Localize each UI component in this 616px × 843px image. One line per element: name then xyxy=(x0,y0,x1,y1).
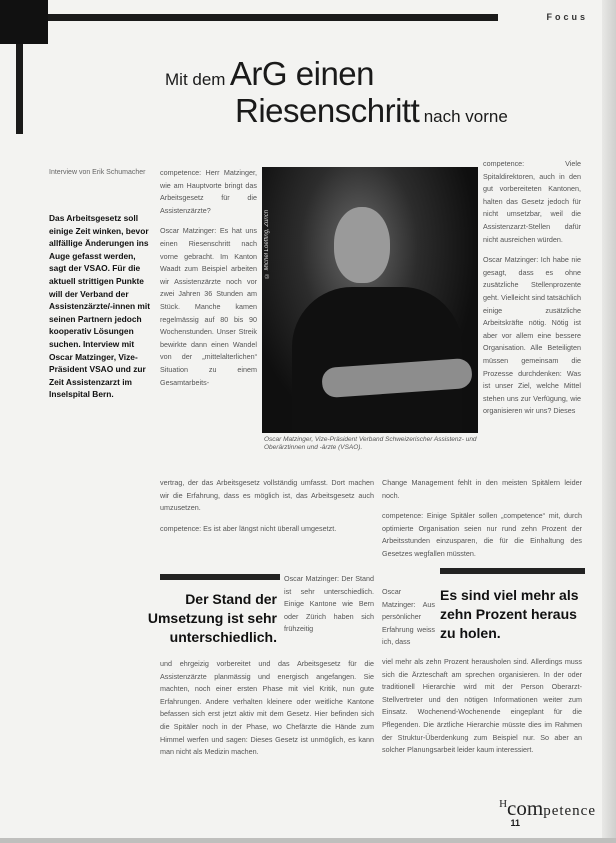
lead-text: Das Arbeitsgesetz soll einige Zeit winken, bevor allfällige Änderungen ins Auge gefasst werden, sagt der VSAO. Für die aktuell strittigen Punkte will der Verband der Assistenzärzte/-innen mit seinen Partnern jedoch kooperativ Lösungen suchen. Interview mit Oscar Matzinger, Vize-Präsident VSAO und zur Zeit Assistenzarzt im Inselspital Bern. xyxy=(49,213,150,400)
corner-block xyxy=(0,0,48,44)
paragraph: competence: Es ist aber längst nicht überall umgesetzt. xyxy=(160,523,337,533)
headline-small-1: Mit dem xyxy=(165,70,226,89)
scan-edge xyxy=(602,0,616,843)
headline-line-1 xyxy=(165,55,374,93)
column-3-bottom: viel mehr als zehn Prozent herausholen sind. Allerdings muss sich die Ärzteschaft am sprechen organisieren. In der oder traditionell Hierarchie wird mit der Person Oberarzt-Stellvertreter und den nötigen Informationen weiter zum Einsatz. Wochenend-Wochenende eingeplant für die Pflegenden. Die ärztliche Hierarchie müsste dies im Rahmen der Struktur-Überdenkung zum Beispiel nur. So aber an solcher Planungsarbeit leider kaum interessiert. xyxy=(382,657,582,755)
headline-line-2 xyxy=(235,92,508,130)
headline-big-1: ArG einen xyxy=(229,55,375,92)
byline: Interview von Erik Schumacher xyxy=(49,169,146,176)
column-2-bottom: und ehrgeizig vorbereitet und das Arbeitsgesetz für die Assistenzärzte planmässig und energisch angefangen. Sie machten, noch einer ersten Phase mit viel Kritik, nun gute Erfahrungen. Andere verhalten kleinere oder weitliche Kantone befassen sich erst jetzt aktiv mit dem Gesetz. Hier befinden sich die Spitäler noch in der Phase, wo Chefärzte die Hände zum Himmel werfen und sagen: Dieses Gesetz ist unmöglich, es kann man nicht als Medizin machen. xyxy=(160,659,374,757)
pullquote-right: Es sind viel mehr als zehn Prozent heraus zu holen. xyxy=(440,587,579,641)
paragraph: competence: Viele Spitaldirektoren, auch in den gut vorbereiteten Kantonen, halten das Gesetz jedoch für nicht umsetzbar, weil die Assistenzarzt-Stellen dafür nicht ausreichen würden. xyxy=(483,159,581,244)
wide-right-block xyxy=(382,477,582,569)
logo-rest: petence xyxy=(543,803,596,819)
paragraph: Change Management fehlt in den meisten Spitälern leider noch. xyxy=(382,478,582,500)
column-2-top xyxy=(160,167,257,397)
paragraph: Oscar Matzinger: Ich habe nie gesagt, dass es ohne zusätzliche Stellenprozente geht. Vielleicht sind tatsächlich einige zusätzliche Arbeitskräfte nötig. Nötig ist aber vor allem eine bessere Organisation. Alle Beteiligten müssen gemeinsam die Prozesse durchdenken: Was ist unser Ziel, welche Mittel stehen uns zur Verfügung, wie organisieren wir uns? Dieses xyxy=(483,255,581,416)
photo-credit: © Michel Loeffing, Zürich xyxy=(264,209,270,278)
paragraph: Oscar Matzinger: Es hat uns einen Riesenschritt nach vorne gebracht. Im Kanton Waadt zum Beispiel arbeiten wir Assistenzärzte noch vor zwei Jahren 36 Stunden am Stück. Manche kamen regelmässig auf 80 bis 90 Wochenstunden. Unser Streik bewirkte dann einen Wandel von der „mittelalterlichen“ Situation zu einem Gesamtarbeits- xyxy=(160,226,257,387)
page-number: 11 xyxy=(510,818,520,828)
column-3-top xyxy=(483,158,581,426)
column-3-narrow: Oscar Matzinger: Aus persönlicher Erfahrung weiss ich, dass xyxy=(382,587,435,647)
paragraph: competence: Einige Spitäler sollen „competence“ mit, durch optimierte Organisation seien nur rund zehn Prozent der Arbeitsstunden einzusparen, die für die Einhaltung des Gesetzes wegfallen müssten. xyxy=(382,511,582,558)
portrait-photo xyxy=(262,167,478,433)
pullquote-left: Der Stand der Umsetzung ist sehr unterschiedlich. xyxy=(147,591,277,645)
paragraph: vertrag, der das Arbeitsgesetz vollständig umfasst. Dort machen wir die Erfahrung, dass es möglich ist, das Arbeitsgesetz auch umzusetzen. xyxy=(160,478,374,513)
pullquote-right-rule xyxy=(440,568,585,574)
logo-main: com xyxy=(507,796,544,820)
top-rule xyxy=(48,14,498,21)
bottom-edge xyxy=(0,838,616,843)
headline-big-2: Riesenschritt xyxy=(235,92,420,129)
section-label: Focus xyxy=(546,12,588,22)
photo-head-shape xyxy=(334,207,390,283)
column-2-narrow: Oscar Matzinger: Der Stand ist sehr unterschiedlich. Einige Kantone wie Bern oder Zürich haben sich frühzeitig xyxy=(284,574,374,634)
pullquote-left-rule xyxy=(160,574,280,580)
paragraph: competence: Herr Matzinger, wie am Hauptvorte bringt das Arbeitsgesetz für die Assistenzärzte? xyxy=(160,168,257,215)
photo-caption: Oscar Matzinger, Vize-Präsident Verband Schweizerischer Assistenz- und Oberärztinnen und -ärzte (VSAO). xyxy=(264,436,477,451)
logo-h: H xyxy=(499,798,508,810)
headline-small-2: nach vorne xyxy=(423,107,508,126)
left-rule xyxy=(16,44,23,134)
wide-left-block xyxy=(160,477,374,543)
